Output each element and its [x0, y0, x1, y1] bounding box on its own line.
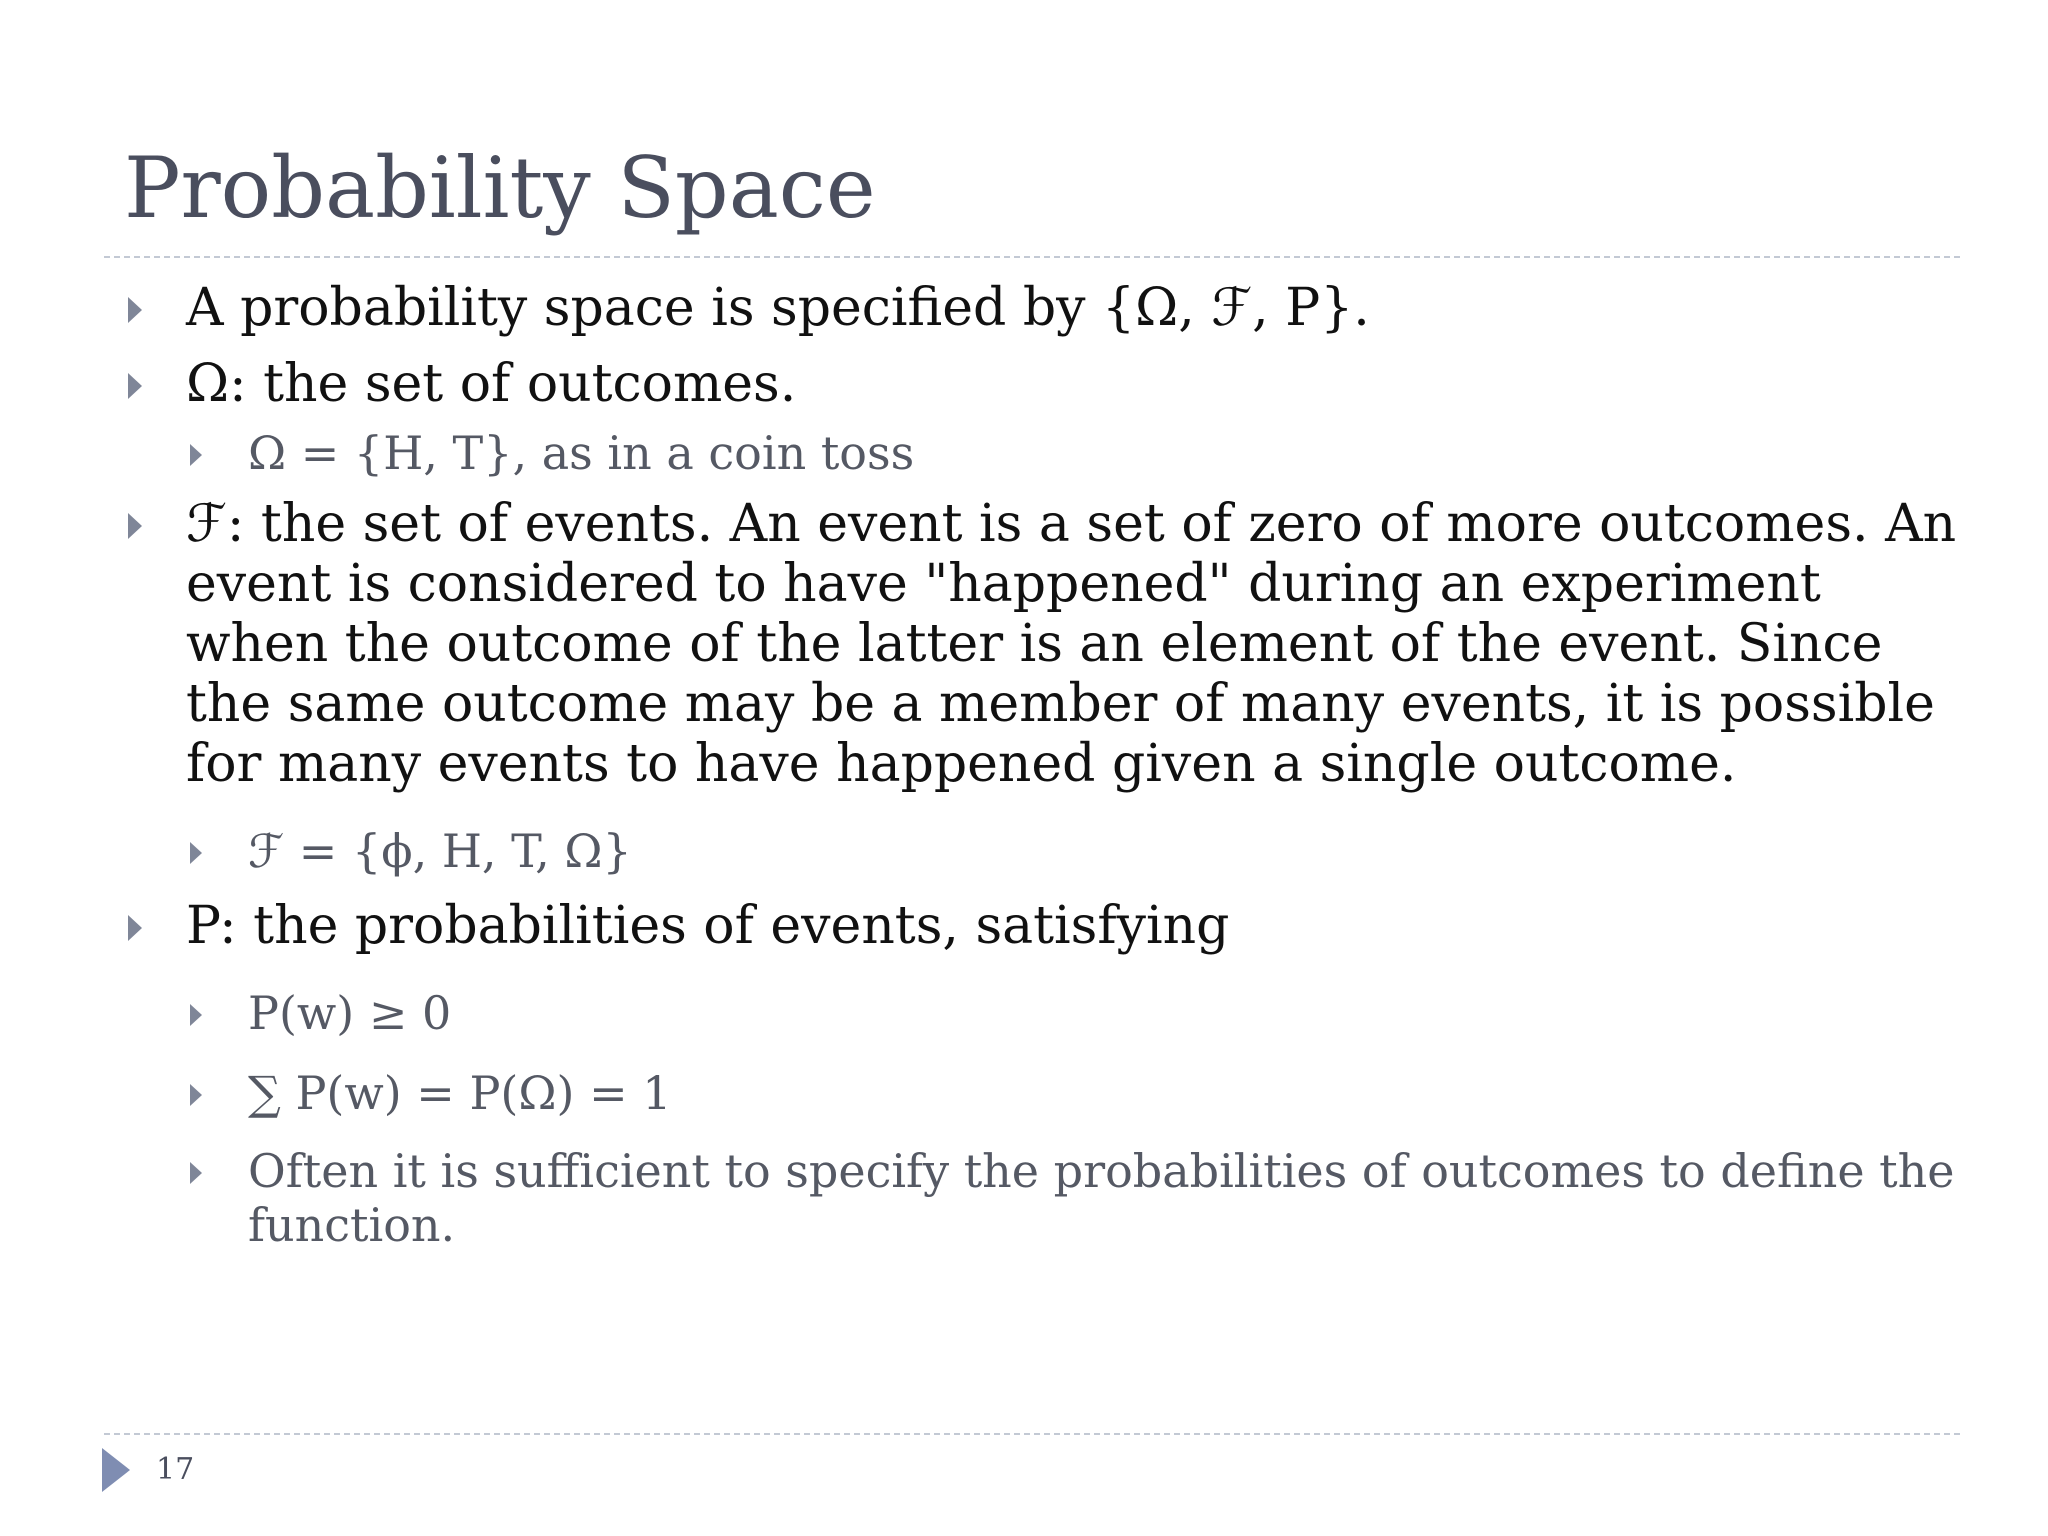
- triangle-bullet-icon: [190, 1162, 202, 1184]
- sub-bullet-text: ℱ = {ϕ, H, T, Ω}: [248, 824, 632, 878]
- sub-bullet-nonnegative: [0, 986, 2048, 1040]
- triangle-bullet-icon: [128, 297, 142, 323]
- bullet-outcomes: [0, 354, 2048, 414]
- triangle-bullet-icon: [190, 444, 202, 466]
- page-number: 17: [156, 1452, 195, 1487]
- bullet-text: Ω: the set of outcomes.: [186, 354, 797, 414]
- footer-divider: [104, 1433, 1960, 1435]
- bullet-events: [0, 494, 2048, 794]
- sub-bullet-text: Ω = {H, T}, as in a coin toss: [248, 426, 915, 480]
- triangle-bullet-icon: [190, 842, 202, 864]
- triangle-bullet-icon: [128, 513, 142, 539]
- triangle-bullet-icon: [190, 1084, 202, 1106]
- sub-bullet-text: ∑ P(w) = P(Ω) = 1: [248, 1066, 672, 1120]
- sub-bullet-coin-toss: [0, 426, 2048, 480]
- bullet-text: P: the probabilities of events, satisfying: [186, 896, 1230, 956]
- title-divider: [104, 256, 1960, 258]
- triangle-bullet-icon: [190, 1004, 202, 1026]
- sub-bullet-text: P(w) ≥ 0: [248, 986, 452, 1040]
- sub-bullet-text: Often it is sufficient to specify the probabilities of outcomes to define the function.: [248, 1144, 1955, 1252]
- sub-bullet-sum: [0, 1066, 2048, 1120]
- bullet-probability-space: [0, 278, 2048, 338]
- sub-bullet-event-set: [0, 824, 2048, 878]
- triangle-bullet-icon: [128, 915, 142, 941]
- sub-bullet-sufficient: [0, 1144, 2048, 1252]
- slide-title: Probability Space: [124, 139, 876, 237]
- triangle-bullet-icon: [128, 373, 142, 399]
- triangle-marker-icon: [102, 1448, 130, 1492]
- bullet-text: ℱ: the set of events. An event is a set of zero of more outcomes. An event is considered to have "happened" during an experiment when the outcome of the latter is an element of the event. Since the same outcome may be a member of many events, it is possible for many events to have happened given a single outcome.: [186, 494, 1957, 794]
- bullet-probabilities: [0, 896, 2048, 956]
- bullet-list: [0, 270, 2048, 1252]
- bullet-text: A probability space is specified by {Ω, ℱ, P}.: [186, 278, 1370, 338]
